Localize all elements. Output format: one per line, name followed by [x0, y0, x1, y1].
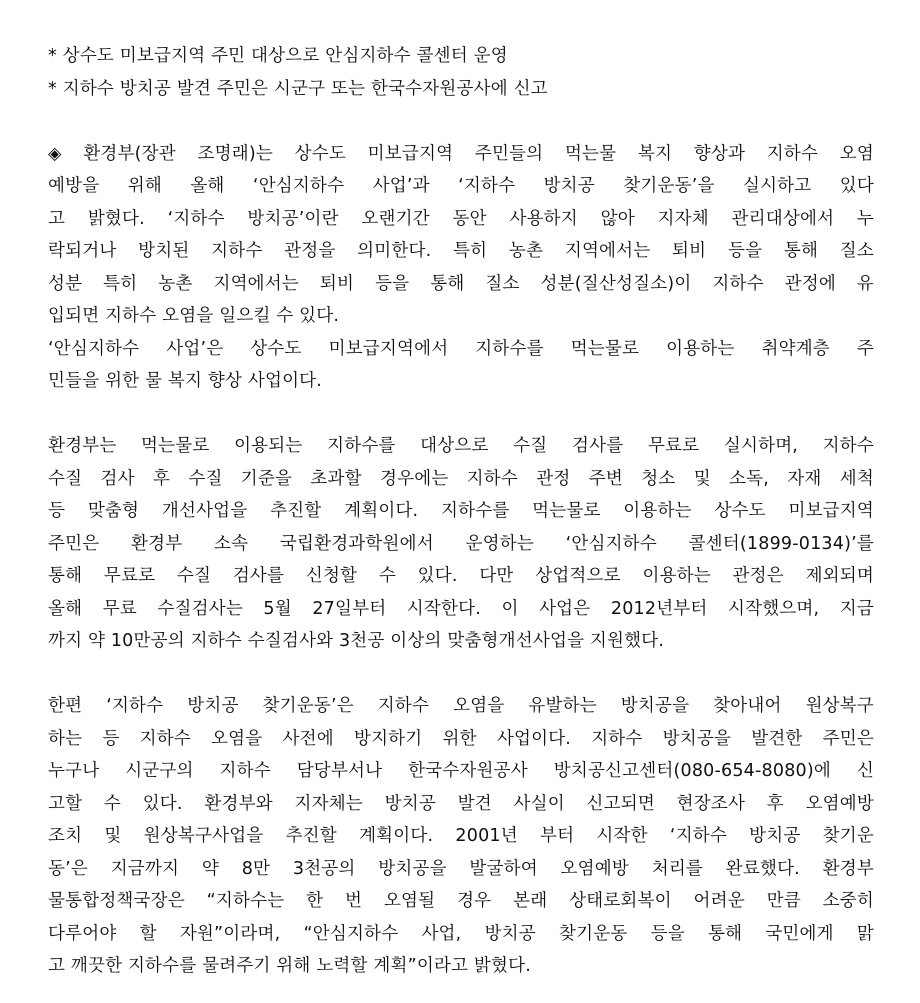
intro-line: 입되면 지하수 오염을 일으킬 수 있다.	[48, 306, 340, 326]
intro-line: ‘안심지하수 사업’은 상수도 미보급지역에서 지하수를 먹는물로 이용하는 취약계층 주	[48, 338, 874, 359]
body-line: 통해 무료로 수질 검사를 신청할 수 있다. 다만 상업적으로 이용하는 관정은 제외되며	[48, 566, 874, 586]
intro-line: 예방을 위해 올해 ‘안심지하수 사업’과 ‘지하수 방치공 찾기운동’을 실시하고 있다	[48, 176, 874, 196]
body-line: 다루어야 할 자원”이라며, “안심지하수 사업, 방치공 찾기운동 등을 통해 국민에게 맑	[48, 923, 874, 944]
body-line: 조치 및 원상복구사업을 추진할 계획이다. 2001년 부터 시작한 ‘지하수 방치공 찾기운	[48, 826, 874, 846]
press-release-document	[48, 40, 874, 983]
body-line: 까지 약 10만공의 지하수 수질검사와 3천공 이상의 맞춤형개선사업을 지원했다.	[48, 631, 665, 651]
intro-line: 성분 특히 농촌 지역에서는 퇴비 등을 통해 질소 성분(질산성질소)이 지하수 관정에 유	[48, 273, 874, 294]
intro-line: 민들을 위한 물 복지 향상 사업이다.	[48, 371, 323, 391]
summary-line: * 지하수 방치공 발견 주민은 시군구 또는 한국수자원공사에 신고	[48, 78, 548, 99]
body-line: 한편 ‘지하수 방치공 찾기운동’은 지하수 오염을 유발하는 방치공을 찾아내어 원상복구	[48, 696, 874, 716]
intro-line: 고 밝혔다. ‘지하수 방치공’이란 오랜기간 동안 사용하지 않아 지자체 관리대상에서 누	[48, 208, 874, 229]
paragraph-gap	[48, 398, 874, 431]
body-line: 수질 검사 후 수질 기준을 초과할 경우에는 지하수 관정 주변 청소 및 소독, 자재 세척	[48, 468, 874, 489]
body-line: 주민은 환경부 소속 국립환경과학원에서 운영하는 ‘안심지하수 콜센터(1899-0134)’를	[48, 533, 874, 554]
body-line: 고할 수 있다. 환경부와 지자체는 방치공 발견 사실이 신고되면 현장조사 후 오염예방	[48, 793, 874, 814]
paragraph-gap	[48, 105, 874, 138]
intro-line: 락되거나 방치된 지하수 관정을 의미한다. 특히 농촌 지역에서는 퇴비 등을 통해 질소	[48, 241, 874, 261]
body-line: 동’은 지금까지 약 8만 3천공의 방치공을 발굴하여 오염예방 처리를 완료했다. 환경부	[48, 858, 874, 879]
body-line: 등 맞춤형 개선사업을 추진할 계획이다. 지하수를 먹는물로 이용하는 상수도 미보급지역	[48, 501, 874, 521]
body-paragraph-2	[48, 430, 874, 658]
body-line: 하는 등 지하수 오염을 사전에 방지하기 위한 사업이다. 지하수 방치공을 발견한 주민은	[48, 728, 874, 749]
body-line: 환경부는 먹는물로 이용되는 지하수를 대상으로 수질 검사를 무료로 실시하며, 지하수	[48, 436, 874, 456]
body-line: 누구나 시군구의 지하수 담당부서나 한국수자원공사 방치공신고센터(080-654-8080)에 신	[48, 761, 874, 781]
body-line: 물통합정책국장은 “지하수는 한 번 오염될 경우 본래 상태로회복이 어려운 만큼 소중히	[48, 891, 874, 911]
intro-paragraph	[48, 138, 874, 398]
paragraph-gap	[48, 658, 874, 691]
body-line: 올해 무료 수질검사는 5월 27일부터 시작한다. 이 사업은 2012년부터 시작했으며, 지금	[48, 598, 874, 619]
summary-bullets	[48, 40, 874, 105]
body-line: 고 깨끗한 지하수를 물려주기 위해 노력할 계획”이라고 밝혔다.	[48, 956, 531, 976]
body-paragraph-3	[48, 690, 874, 983]
summary-line: * 상수도 미보급지역 주민 대상으로 안심지하수 콜센터 운영	[48, 46, 508, 66]
intro-line: ◈ 환경부(장관 조명래)는 상수도 미보급지역 주민들의 먹는물 복지 향상과 지하수 오염	[48, 143, 874, 164]
